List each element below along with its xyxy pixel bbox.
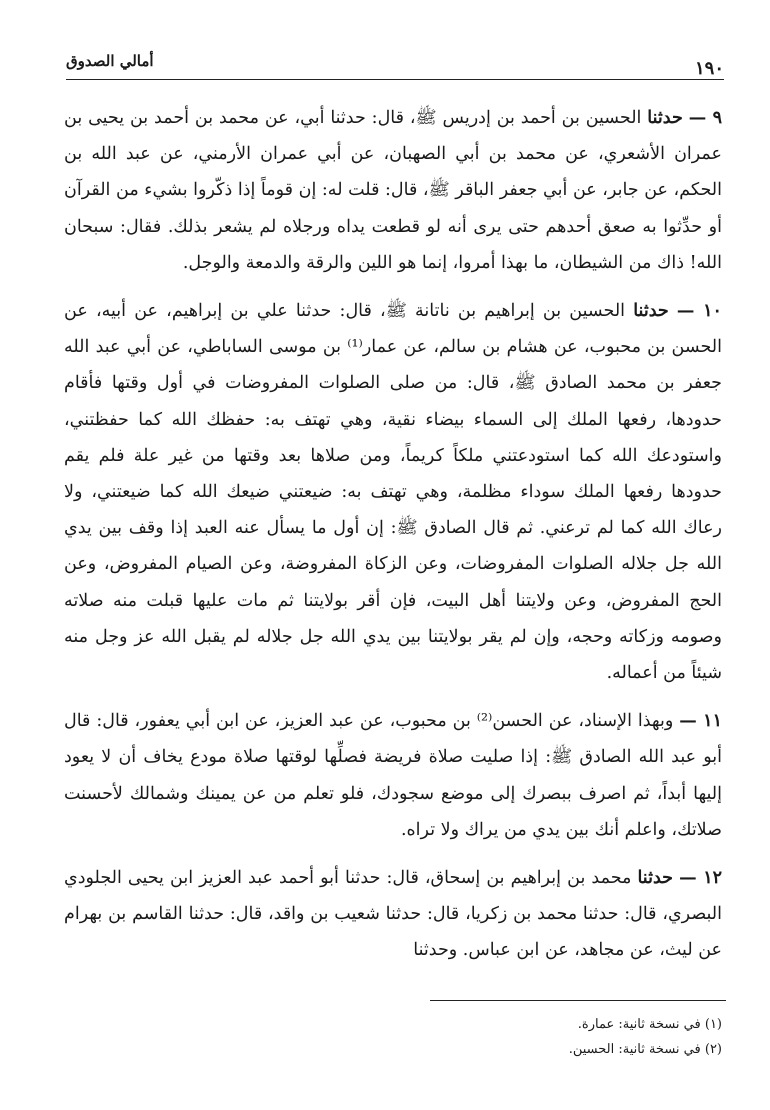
hadith-lead-word: حدثنا: [633, 301, 669, 322]
hadith-number: ١١ —: [679, 711, 722, 732]
hadith-text: محمد بن إبراهيم بن إسحاق، قال: حدثنا أبو أحمد عبد العزيز ابن يحيى الجلودي البصري، قال: حدثنا محمد بن زكريا، قال: حدثنا شعيب بن واقد، قال: حدثنا القاسم بن بهرام عن ليث، عن مجاهد، عن ابن عباس. وحدثنا: [64, 868, 722, 961]
hadith-number: ١٢ —: [679, 868, 722, 889]
hadith-lead-word: حدثنا: [647, 108, 683, 128]
page-number: ١٩٠: [694, 58, 724, 79]
running-title: أمالي الصدوق: [66, 52, 154, 70]
hadith-number: ١٠ —: [676, 301, 722, 322]
footnote: (٢) في نسخة ثانية: الحسين.: [568, 1042, 722, 1057]
footnote-divider: [430, 1000, 726, 1001]
hadith-paragraph-11: [64, 703, 722, 848]
hadith-paragraph-12: [64, 860, 722, 969]
hadith-paragraph-9: [64, 100, 722, 281]
hadith-number: ٩ —: [688, 108, 723, 128]
footnote: (١) في نسخة ثانية: عمارة.: [577, 1017, 722, 1032]
hadith-text: وبهذا الإسناد، عن الحسن⁽²⁾ بن محبوب، عن عبد العزيز، عن ابن أبي يعفور، قال: قال أبو عبد الله الصادق ﷺ: إذا صليت صلاة فريضة فصلِّها لوقتها صلاة مودع يخاف أن لا يعود إليها أبداً، ثم اصرف ببصرك إلى موضع سجودك، فلو تعلم من عن يمينك وشمالك لأحسنت صلاتك، واعلم أنك بين يدي من يراك ولا تراه.: [64, 711, 722, 840]
hadith-text: الحسين بن أحمد بن إدريس ﷺ، قال: حدثنا أبي، عن محمد بن أحمد بن يحيى بن عمران الأشعري، عن محمد بن أبي الصهبان، عن أبي عمران الأرمني، عن عبد الله بن الحكم، عن جابر، عن أبي جعفر الباقر ﷺ، قال: قلت له: إن قوماً إذا ذكّروا بشيء من القرآن أو حدِّثوا به صعق أحدهم حتى يرى أنه لو قطعت يداه ورجلاه لم يشعر بذلك. فقال: سبحان الله! ذاك من الشيطان، ما بهذا أمروا، إنما هو اللين والرقة والدمعة والوجل.: [64, 108, 722, 273]
footnotes: [300, 1012, 722, 1062]
header-divider: [66, 79, 724, 80]
main-text: [64, 100, 722, 981]
hadith-paragraph-10: [64, 293, 722, 691]
page-header: [66, 52, 724, 79]
hadith-lead-word: حدثنا: [637, 868, 673, 889]
hadith-text: الحسين بن إبراهيم بن ناتانة ﷺ، قال: حدثنا علي بن إبراهيم، عن أبيه، عن الحسن بن محبوب، عن هشام بن سالم، عن عمار⁽¹⁾ بن موسى الساباطي، عن أبي عبد الله جعفر بن محمد الصادق ﷺ، قال: من صلى الصلوات المفروضات في أول وقتها فأقام حدودها، رفعها الملك إلى السماء بيضاء نقية، وهي تهتف به: حفظك الله كما حفظتني، واستودعك الله كما استودعتني ملكاً كريماً، ومن صلاها بعد وقتها من غير علة فلم يقم حدودها رفعها الملك سوداء مظلمة، وهي تهتف به: ضيعتني ضيعك الله كما ضيعتني، ولا رعاك الله كما لم ترعني. ثم قال الصادق ﷺ: إن أول ما يسأل عنه العبد إذا وقف بين يدي الله جل جلاله الصلوات المفروضات، وعن الزكاة المفروضة، وعن الصيام المفروض، وعن الحج المفروض، وعن ولايتنا أهل البيت، فإن أقر بولايتنا ثم مات عليها قبلت منه صلاته وصومه وزكاته وحجه، وإن لم يقر بولايتنا بين يدي الله جل جلاله لم يقبل الله عز وجل منه شيئاً من أعماله.: [64, 301, 722, 684]
